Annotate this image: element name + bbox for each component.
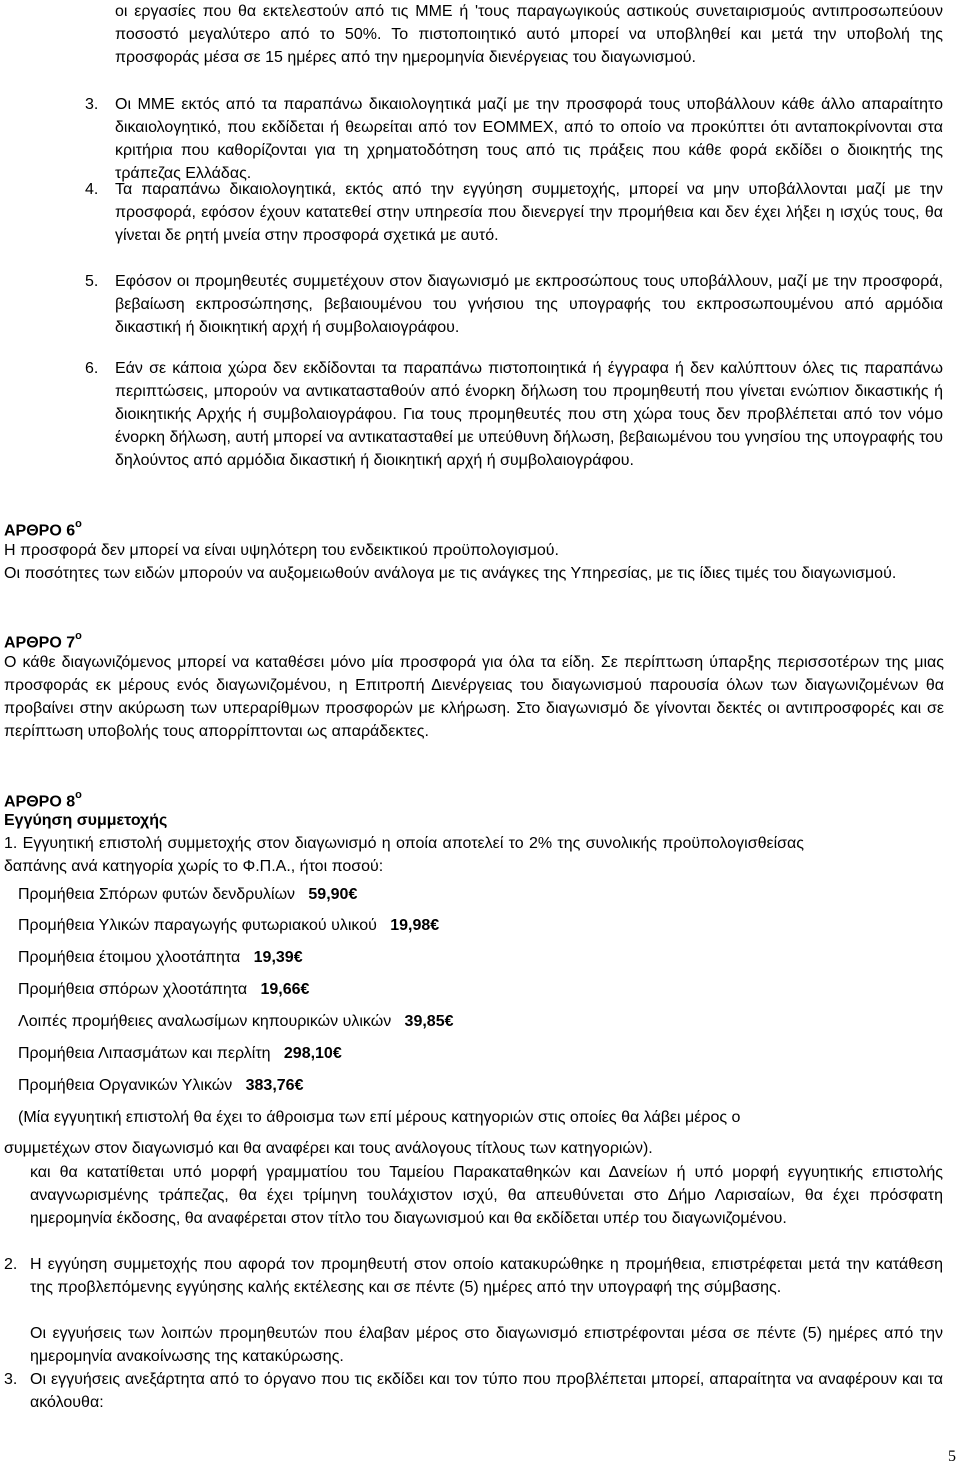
item-text: Οι εγγυήσεις ανεξάρτητα από το όργανο που τις εκδίδει και τον τύπο που προβλέπεται μπορεί, απαραίτητα να αναφέρουν και τα ακόλουθα:: [30, 1371, 943, 1411]
list-item: [85, 178, 943, 247]
list-item: [4, 1368, 943, 1414]
amount-value: 39,85: [404, 1013, 445, 1030]
list-item: [85, 93, 943, 185]
continuation-paragraph: οι εργασίες που θα εκτελεστούν από τις ΜΜΕ ή 'τους παραγωγικούς αστικούς συνεταιρισμούς αντιπροσωπεύουν ποσοστό μεγαλύτερο από το 50%. Το πιστοποιητικό αυτό μπορεί να υποβληθεί και μετά την υποβολή της προσφοράς μέσα σε 15 ημέρες από την ημερομηνία διενέργειας του διαγωνισμού.: [115, 3, 943, 66]
amount-value: 298,10: [283, 1045, 333, 1062]
ordinal-sup: ο: [75, 630, 82, 642]
article-6-heading: ΑΡΘΡΟ $6^o$: [4, 518, 82, 540]
item-number: 4.: [85, 181, 99, 198]
amount-value: 383,76: [245, 1077, 295, 1094]
article-7-heading: ΑΡΘΡΟ $7^o$: [4, 630, 82, 652]
amount-row: [18, 1074, 303, 1097]
guarantee-note-line2: συμμετέχων στον διαγωνισμό και θα αναφέρει και τους ανάλογους τίτλους των κατηγοριών).: [4, 1140, 653, 1157]
article-8-intro: 1. Εγγυητική επιστολή συμμετοχής στον διαγωνισμό η οποία αποτελεί το 2% της συνολικής προϋπολογισθείσας δαπάνης ανά κατηγορία χωρίς το Φ.Π.Α., ήτοι ποσού:: [4, 835, 804, 875]
article-7-text: Ο κάθε διαγωνιζόμενος μπορεί να καταθέσει μόνο μία προσφορά για όλα τα είδη. Σε περίπτωση ύπαρξης περισσοτέρων της μιας προσφοράς εκ μέρους ενός διαγωνιζομένου, η Επιτροπή Διενέργειας του διαγωνισμού παρουσία όλων των διαγωνιζομένων θα προβαίνει στην ακύρωση των υπεραρίθμων προσφορών με κλήρωση. Στο διαγωνισμό δε γίνονται δεκτές οι αντιπροσφορές και σε περίπτωση υποβολής τους απορρίπτονται ως απαράδεκτες.: [4, 654, 944, 740]
item-text: Τα παραπάνω δικαιολογητικά, εκτός από την εγγύηση συμμετοχής, μπορεί να μην υποβάλλονται μαζί με την προσφορά, εφόσον έχουν κατατεθεί στην υπηρεσία που διενεργεί την προμήθεια και δεν έχει λήξει η ισχύς τους, θα γίνεται δε ρητή μνεία στην προσφορά σχετικά με αυτό.: [115, 181, 943, 244]
item-number: 5.: [85, 273, 99, 290]
euro-symbol: €: [294, 1077, 304, 1094]
item-text: Οι εγγυήσεις των λοιπών προμηθευτών που έλαβαν μέρος στο διαγωνισμό επιστρέφονται μέσα σε πέντε (5) ημέρες από την ημερομηνία ανακοίνωσης της κατακύρωσης.: [30, 1325, 943, 1365]
item-number: 3.: [4, 1371, 18, 1388]
item-number: 6.: [85, 360, 99, 377]
amount-row: [18, 978, 309, 1001]
euro-symbol: €: [430, 917, 440, 934]
article-6-line1: Η προσφορά δεν μπορεί να είναι υψηλότερη του ενδεικτικού προϋπολογισμού.: [4, 542, 559, 559]
amount-label: Προμήθεια έτοιμου χλοοτάπητα: [18, 949, 250, 966]
euro-symbol: €: [348, 886, 358, 903]
amount-row: [18, 1010, 454, 1033]
amount-label: Προμήθεια σπόρων χλοοτάπητα: [18, 981, 257, 998]
item-text: Εφόσον οι προμηθευτές συμμετέχουν στον διαγωνισμό με εκπροσώπους τους υποβάλλουν, μαζί με την προσφορά, βεβαίωση εκπροσώπησης, βεβαιουμένου του γνήσιου της υπογραφής του εκπροσωπουμένου από αρμόδια δικαστική ή διοικητική αρχή ή συμβολαιογράφου.: [115, 273, 943, 336]
list-item: [4, 1322, 943, 1368]
list-item: [85, 357, 943, 472]
ordinal-sup: ο: [75, 518, 82, 530]
amount-row: [18, 1042, 342, 1065]
item-number: 2.: [4, 1256, 18, 1273]
amount-label: Προμήθεια Λιπασμάτων και περλίτη: [18, 1045, 280, 1062]
amount-value: 19,98: [390, 917, 431, 934]
list-item: [85, 270, 943, 339]
amount-label: Προμήθεια Σπόρων φυτών δενδρυλίων: [18, 886, 304, 903]
guarantee-note-line1: (Μία εγγυητική επιστολή θα έχει το άθροισμα των επί μέρους κατηγοριών στις οποίες θα λάβει μέρος ο: [18, 1109, 741, 1126]
item-text: Οι ΜΜΕ εκτός από τα παραπάνω δικαιολογητικά μαζί με την προσφορά τους υποβάλλουν κάθε άλλο απαραίτητο δικαιολογητικό, που εκδίδεται ή θεωρείται από τον ΕΟΜΜΕΧ, από το οποίο να προκύπτει ότι ανταποκρίνονται στα κριτήρια που καθορίζονται για τη χρηματοδότηση τους από τις πράξεις που κάθε φορά εκδίδει ο διοικητής της τράπεζας Ελλάδας.: [115, 96, 943, 182]
article-8-heading: ΑΡΘΡΟ $8^o$: [4, 789, 82, 811]
amount-value: 19,66: [260, 981, 301, 998]
amount-label: Προμήθεια Υλικών παραγωγής φυτωριακού υλικού: [18, 917, 386, 934]
ordinal-sup: ο: [75, 789, 82, 801]
amount-row: [18, 946, 303, 969]
euro-symbol: €: [300, 981, 310, 998]
item-number: 3.: [85, 96, 99, 113]
article-8-subheading: Εγγύηση συμμετοχής: [4, 812, 168, 829]
item-text: Εάν σε κάποια χώρα δεν εκδίδονται τα παραπάνω πιστοποιητικά ή έγγραφα ή δεν καλύπτουν όλες τις παραπάνω περιπτώσεις, μπορούν να αντικατασταθούν από ένορκη δήλωση του προμηθευτή που γίνεται ενώπιον δικαστικής ή διοικητικής Αρχής ή συμβολαιογράφου. Για τους προμηθευτές που στη χώρα τους δεν προβλέπεται από τον νόμο ένορκη δήλωση, αυτή μπορεί να αντικατασταθεί με υπεύθυνη δήλωση, βεβαιωμένου του γνησίου της υπογραφής του δηλούντος από αρμόδια δικαστική ή διοικητική αρχή ή συμβολαιογράφου.: [115, 360, 943, 469]
list-item: [4, 1253, 943, 1299]
amount-row: [18, 883, 357, 906]
euro-symbol: €: [293, 949, 303, 966]
amount-row: [18, 914, 439, 937]
euro-symbol: €: [444, 1013, 454, 1030]
amount-label: Λοιπές προμήθειες αναλωσίμων κηπουρικών υλικών: [18, 1013, 401, 1030]
amount-value: 59,90: [308, 886, 349, 903]
euro-symbol: €: [332, 1045, 342, 1062]
item-text: Η εγγύηση συμμετοχής που αφορά τον προμηθευτή στον οποίο κατακυρώθηκε η προμήθεια, επιστρέφεται μετά την κατάθεση της προβλεπόμενης εγγύησης καλής εκτέλεσης και σε πέντε (5) ημέρες από την υπογραφή της σύμβασης.: [30, 1256, 943, 1296]
deposit-paragraph: και θα κατατίθεται υπό μορφή γραμματίου του Ταμείου Παρακαταθηκών και Δανείων ή υπό μορφή εγγυητικής επιστολής αναγνωρισμένης τράπεζας, θα έχει τρίμηνη τουλάχιστον ισχύ, θα απευθύνεται στο Δήμο Λαρισαίων, θα έχει πρόσφατη ημερομηνία έκδοσης, θα αναφέρεται στον τίτλο του διαγωνισμού και θα εκδίδεται υπέρ του διαγωνιζομένου.: [30, 1164, 943, 1227]
amount-value: 19,39: [253, 949, 294, 966]
amount-label: Προμήθεια Οργανικών Υλικών: [18, 1077, 242, 1094]
page-number: 5: [948, 1448, 956, 1465]
article-6-line2: Οι ποσότητες των ειδών μπορούν να αυξομειωθούν ανάλογα με τις ανάγκες της Υπηρεσίας, με τις ίδιες τιμές του διαγωνισμού.: [4, 565, 897, 582]
